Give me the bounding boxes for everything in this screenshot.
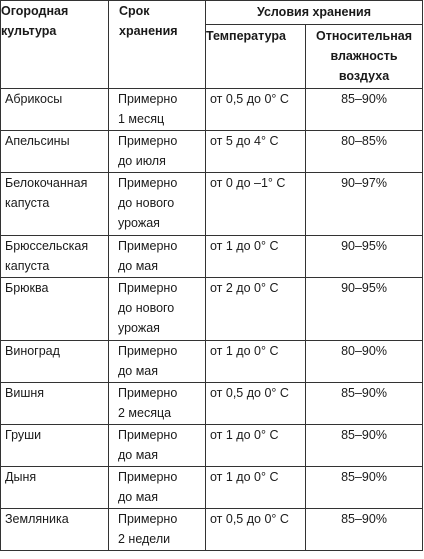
cell-humidity: 85–90% [306, 89, 423, 131]
cell-humidity: 90–95% [306, 236, 423, 278]
table-header [1, 1, 423, 89]
cell-term [109, 383, 206, 425]
cell-crop [1, 425, 109, 467]
cell-temperature: от 1 до 0° С [206, 236, 306, 278]
header-conditions: Условия хранения [206, 1, 423, 25]
header-term: Срок хранения [109, 1, 206, 89]
cell-crop-text: Вишня [5, 386, 45, 400]
cell-term [109, 467, 206, 509]
cell-term-text: Примерно 2 месяца [118, 386, 178, 420]
cell-term [109, 341, 206, 383]
table-row [1, 467, 423, 509]
table-row [1, 509, 423, 551]
cell-term-text: Примерно до мая [118, 428, 178, 462]
table-row [1, 341, 423, 383]
cell-term-text: Примерно до мая [118, 344, 178, 378]
cell-crop-text: Апельсины [5, 134, 70, 148]
cell-temperature: от 0 до –1° С [206, 173, 306, 236]
cell-crop [1, 467, 109, 509]
table-row [1, 383, 423, 425]
cell-humidity: 90–97% [306, 173, 423, 236]
cell-crop-text: Брюква [5, 281, 49, 295]
cell-temperature: от 1 до 0° С [206, 425, 306, 467]
cell-crop-text: Белокочанная капуста [5, 176, 88, 210]
cell-crop [1, 89, 109, 131]
table-row [1, 236, 423, 278]
cell-term-text: Примерно до июля [118, 134, 178, 168]
cell-crop [1, 131, 109, 173]
header-humidity: Относительная влажность воздуха [306, 25, 423, 89]
table-row [1, 89, 423, 131]
cell-humidity: 80–85% [306, 131, 423, 173]
cell-crop-text: Абрикосы [5, 92, 63, 106]
header-temperature: Температура [206, 25, 306, 89]
cell-crop [1, 383, 109, 425]
table-row [1, 278, 423, 341]
cell-term [109, 278, 206, 341]
cell-term [109, 131, 206, 173]
cell-humidity: 85–90% [306, 383, 423, 425]
cell-humidity: 85–90% [306, 509, 423, 551]
cell-humidity: 80–90% [306, 341, 423, 383]
cell-crop [1, 341, 109, 383]
cell-crop-text: Груши [5, 428, 42, 442]
cell-crop-text: Виноград [5, 344, 60, 358]
cell-humidity: 85–90% [306, 467, 423, 509]
cell-temperature: от 1 до 0° С [206, 467, 306, 509]
cell-term-text: Примерно 1 месяц [118, 92, 178, 126]
cell-term-text: Примерно до нового урожая [118, 281, 178, 335]
cell-term [109, 236, 206, 278]
cell-term-text: Примерно до мая [118, 239, 178, 273]
cell-crop [1, 236, 109, 278]
cell-temperature: от 0,5 до 0° С [206, 89, 306, 131]
cell-term [109, 425, 206, 467]
cell-crop-text: Земляника [5, 512, 69, 526]
cell-crop [1, 173, 109, 236]
table-row [1, 425, 423, 467]
cell-crop [1, 509, 109, 551]
table-body [1, 89, 423, 551]
cell-crop-text: Брюссельская капуста [5, 239, 89, 273]
cell-temperature: от 2 до 0° С [206, 278, 306, 341]
cell-crop-text: Дыня [5, 470, 37, 484]
cell-term-text: Примерно до нового урожая [118, 176, 178, 230]
cell-term-text: Примерно 2 недели [118, 512, 178, 546]
cell-humidity: 90–95% [306, 278, 423, 341]
cell-term-text: Примерно до мая [118, 470, 178, 504]
cell-temperature: от 0,5 до 0° С [206, 383, 306, 425]
cell-temperature: от 0,5 до 0° С [206, 509, 306, 551]
cell-humidity: 85–90% [306, 425, 423, 467]
table-row [1, 173, 423, 236]
cell-term [109, 509, 206, 551]
cell-term [109, 89, 206, 131]
cell-temperature: от 1 до 0° С [206, 341, 306, 383]
cell-crop [1, 278, 109, 341]
cell-temperature: от 5 до 4° С [206, 131, 306, 173]
header-crop: Огородная культура [1, 1, 109, 89]
cell-term [109, 173, 206, 236]
table-row [1, 131, 423, 173]
